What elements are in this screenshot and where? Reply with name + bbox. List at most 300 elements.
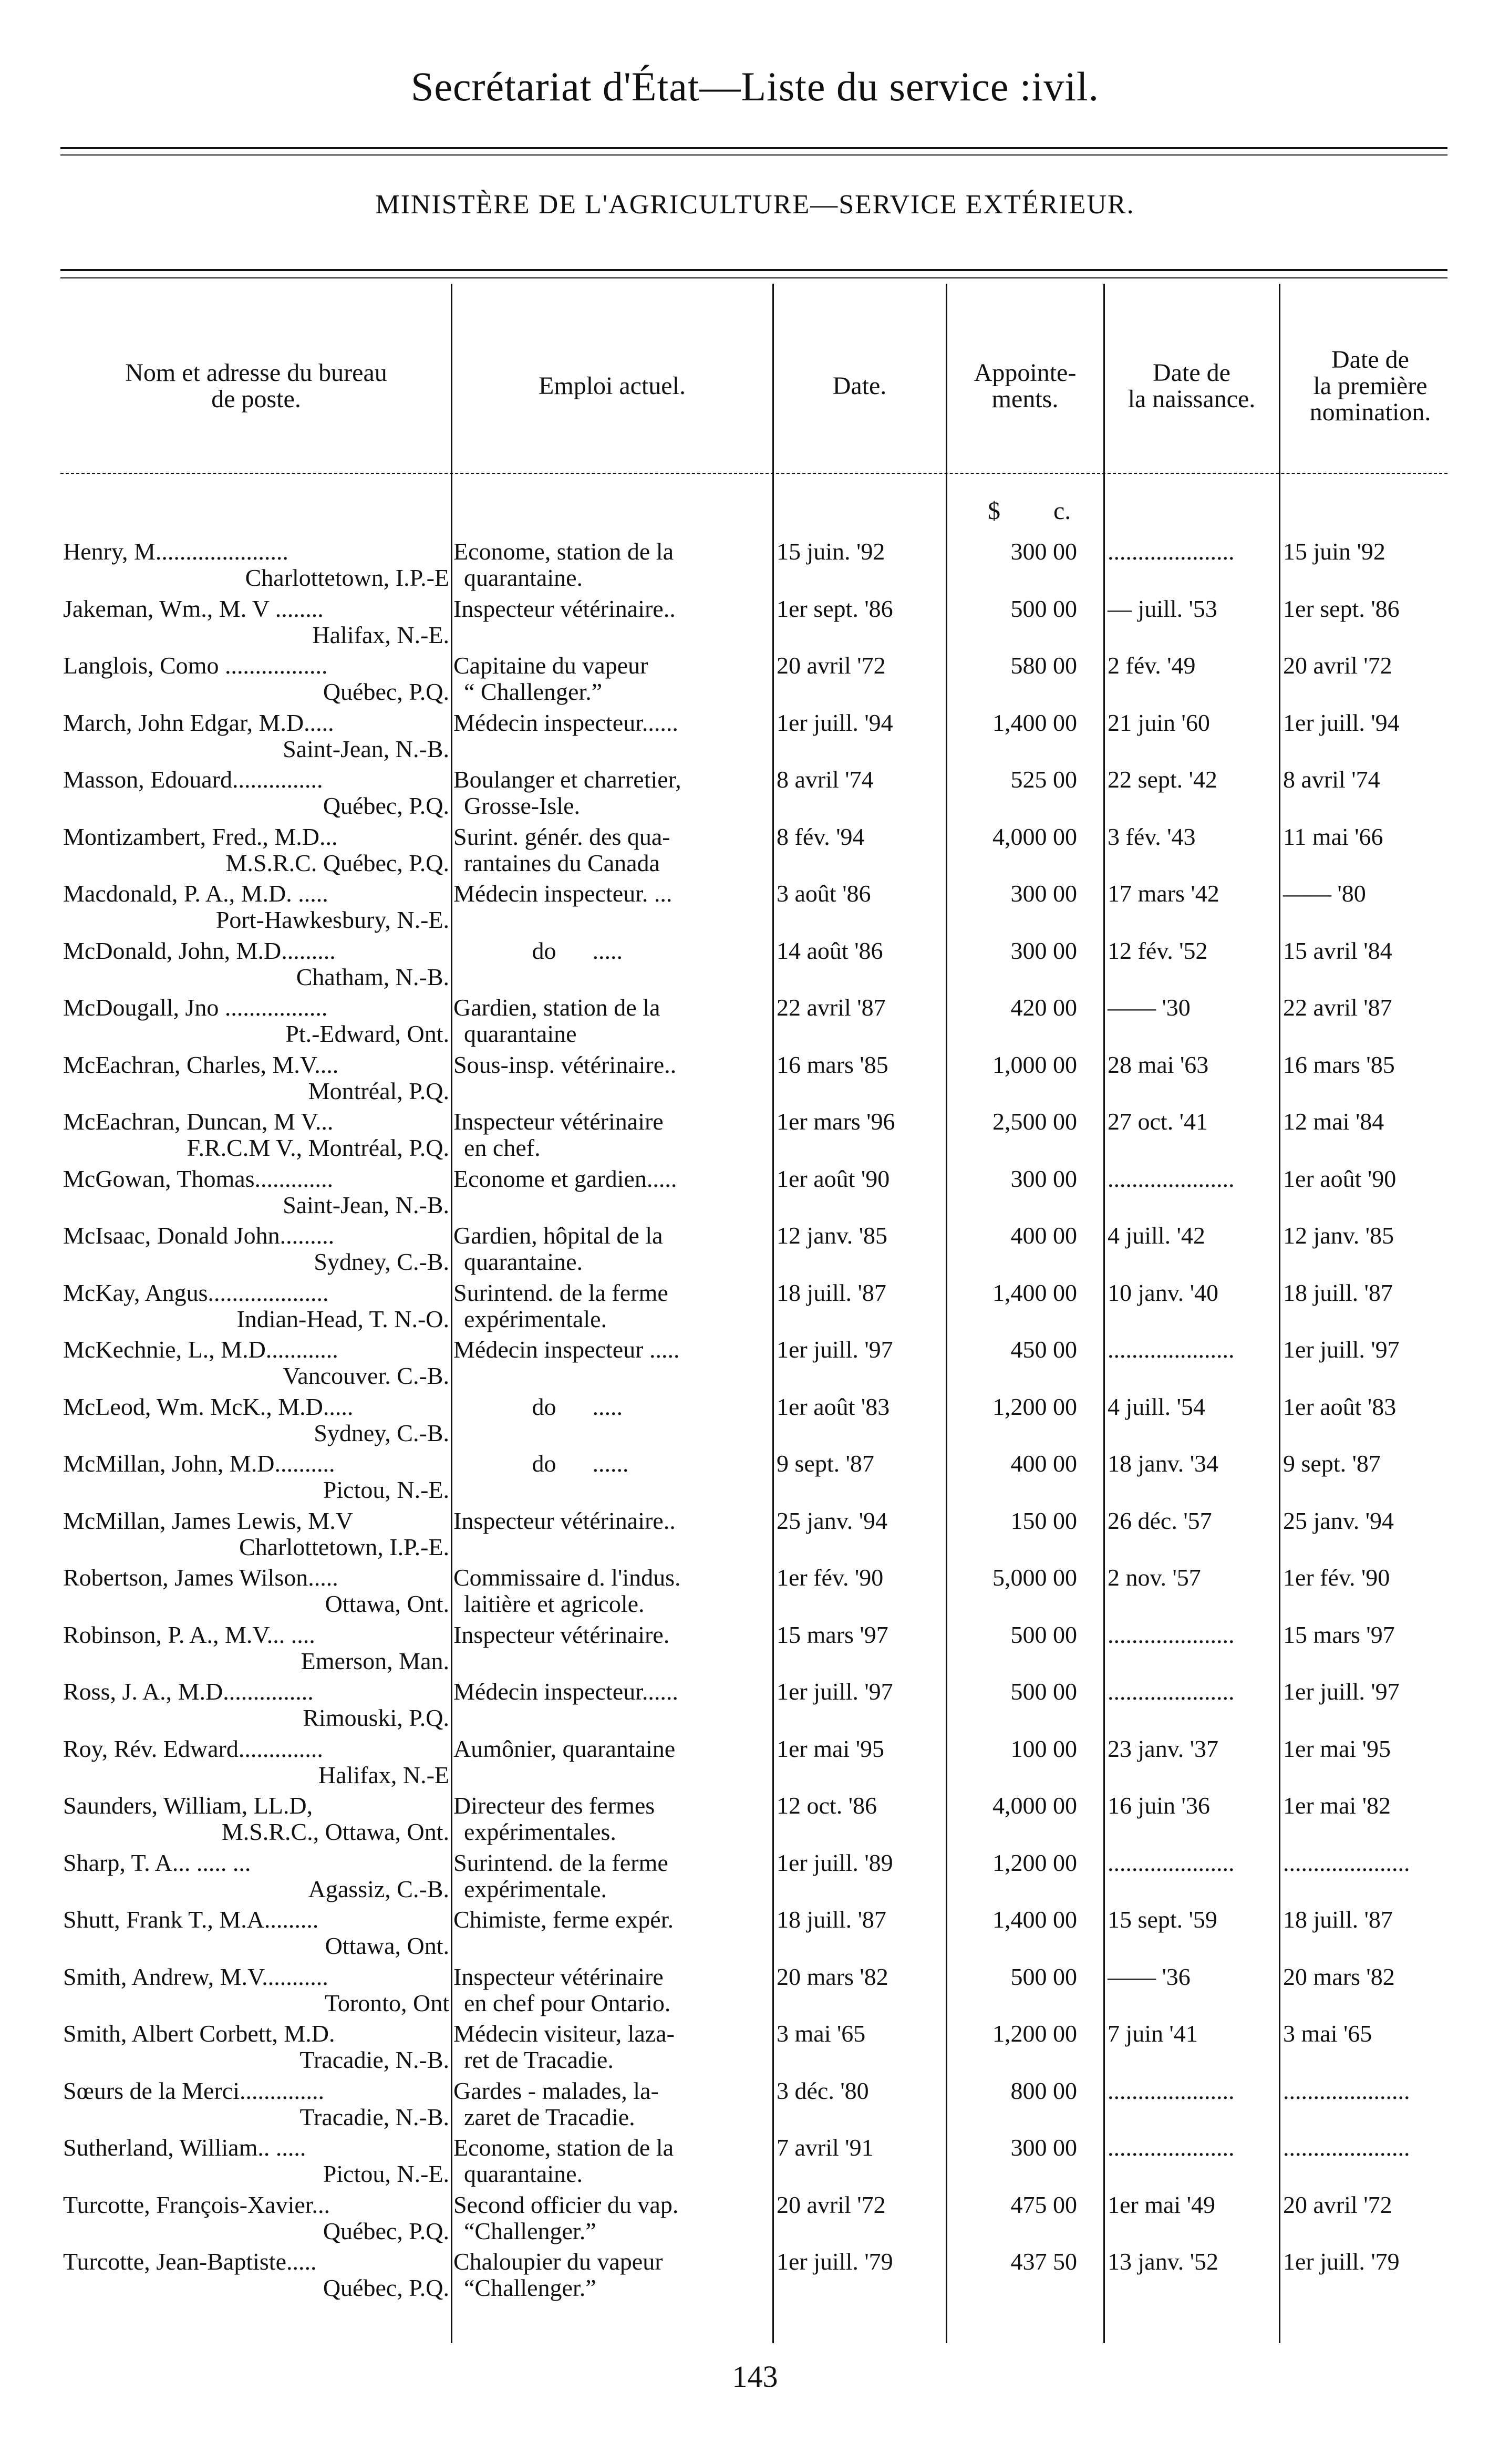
employee-name: Montizambert, Fred., M.D... — [63, 824, 338, 850]
employee-cell — [63, 1907, 449, 1961]
employee-name: McKay, Angus.................... — [63, 1280, 329, 1306]
position-line: “ Challenger.” — [464, 679, 603, 705]
position-line: Directeur des fermes — [453, 1793, 655, 1819]
employee-cell — [63, 539, 449, 593]
table-row — [0, 2021, 1510, 2075]
first-nomination-cell: 1er fév. '90 — [1283, 1564, 1390, 1591]
date-cell: 1er août '90 — [777, 1165, 890, 1192]
position-line: do ..... — [453, 938, 623, 964]
employee-cell — [63, 1679, 449, 1733]
header-line: Date de — [1331, 346, 1409, 374]
date-cell: 25 janv. '94 — [777, 1507, 887, 1534]
header-appointements — [948, 360, 1102, 412]
position-line: Inspecteur vétérinaire.. — [453, 1508, 676, 1534]
date-cell: 22 avril '87 — [777, 994, 886, 1021]
birth-date-cell: 15 sept. '59 — [1108, 1906, 1217, 1933]
header-emploi — [453, 373, 771, 399]
employee-name: Turcotte, Jean-Baptiste..... — [63, 2249, 317, 2275]
position-line: Surint. génér. des qua- — [453, 824, 670, 850]
position-line: quarantaine. — [464, 2161, 583, 2187]
employee-cell — [63, 1850, 449, 1904]
employee-name: Saunders, William, LL.D, — [63, 1793, 313, 1819]
position-line: Chimiste, ferme expér. — [453, 1907, 674, 1933]
date-cell: 1er juill. '79 — [777, 2248, 893, 2275]
table-row — [0, 2249, 1510, 2303]
employee-name: Turcotte, François-Xavier... — [63, 2192, 330, 2218]
employee-cell — [63, 1394, 449, 1448]
employee-name: Henry, M...................... — [63, 539, 288, 565]
salary-cell: 1,400 00 — [992, 1279, 1077, 1306]
employee-name: Ross, J. A., M.D............... — [63, 1679, 314, 1705]
salary-cell: 300 00 — [1010, 1165, 1077, 1192]
date-cell: 18 juill. '87 — [777, 1279, 886, 1306]
date-cell: 1er juill. '97 — [777, 1678, 893, 1705]
birth-date-cell: 18 janv. '34 — [1108, 1450, 1218, 1477]
post-office-address: Charlottetown, I.P.-E. — [239, 1534, 449, 1560]
birth-date-cell: 16 juin '36 — [1108, 1792, 1210, 1819]
employee-cell — [63, 1964, 449, 2018]
position-line: Capitaine du vapeur — [453, 653, 648, 679]
date-cell: 12 oct. '86 — [777, 1792, 877, 1819]
post-office-address: Tracadie, N.-B. — [299, 2104, 449, 2130]
date-cell: 1er mars '96 — [777, 1108, 895, 1135]
date-cell: 12 janv. '85 — [777, 1222, 887, 1249]
date-cell: 1er juill. '97 — [777, 1336, 893, 1363]
position-line: Chaloupier du vapeur — [453, 2249, 663, 2275]
employee-name: Langlois, Como ................. — [63, 653, 328, 679]
position-line: Surintend. de la ferme — [453, 1280, 668, 1306]
birth-date-cell: ..................... — [1108, 1849, 1235, 1876]
post-office-address: Sydney, C.-B. — [314, 1420, 449, 1446]
position-cell — [453, 1736, 769, 1790]
employee-cell — [63, 1508, 449, 1562]
date-cell: 9 sept. '87 — [777, 1450, 874, 1477]
employee-cell — [63, 767, 449, 821]
employee-name: McDougall, Jno ................. — [63, 995, 328, 1021]
position-line: Gardien, hôpital de la — [453, 1223, 663, 1249]
table-row — [0, 1793, 1510, 1847]
first-nomination-cell: ..................... — [1283, 2077, 1410, 2104]
position-line: Inspecteur vétérinaire — [453, 1964, 664, 1990]
position-cell — [453, 596, 769, 650]
position-cell — [453, 710, 769, 764]
position-line: en chef. — [464, 1135, 541, 1161]
employee-name: Sutherland, William.. ..... — [63, 2135, 306, 2161]
position-line: Grosse-Isle. — [464, 793, 580, 819]
header-date — [774, 373, 945, 399]
post-office-address: Saint-Jean, N.-B. — [283, 736, 449, 762]
employee-cell — [63, 1337, 449, 1391]
birth-date-cell: 22 sept. '42 — [1108, 766, 1217, 793]
date-cell: 1er mai '95 — [777, 1735, 885, 1762]
salary-cell: 450 00 — [1010, 1336, 1077, 1363]
post-office-address: Agassiz, C.-B. — [308, 1876, 449, 1902]
employee-name: Masson, Edouard............... — [63, 767, 323, 793]
position-line: “Challenger.” — [464, 2218, 596, 2244]
first-nomination-cell: 12 janv. '85 — [1283, 1222, 1394, 1249]
position-cell — [453, 1280, 769, 1334]
birth-date-cell: 13 janv. '52 — [1108, 2248, 1218, 2275]
post-office-address: Sydney, C.-B. — [314, 1248, 449, 1275]
first-nomination-cell: 22 avril '87 — [1283, 994, 1392, 1021]
date-cell: 1er juill. '94 — [777, 709, 893, 736]
post-office-address: Charlottetown, I.P.-E — [245, 564, 449, 591]
position-line: Inspecteur vétérinaire. — [453, 1622, 670, 1648]
position-cell — [453, 539, 769, 593]
position-line: Boulanger et charretier, — [453, 767, 681, 793]
header-line: la première — [1313, 372, 1428, 400]
position-line: Econome, station de la — [453, 2135, 674, 2161]
first-nomination-cell: 11 mai '66 — [1283, 823, 1383, 850]
salary-cell: 1,400 00 — [992, 709, 1077, 736]
table-row — [0, 767, 1510, 821]
position-line: Econome, station de la — [453, 539, 674, 565]
salary-cell: 4,000 00 — [992, 1792, 1077, 1819]
employee-name: McDonald, John, M.D......... — [63, 938, 336, 964]
birth-date-cell: ..................... — [1108, 2077, 1235, 2104]
salary-cell: 100 00 — [1010, 1735, 1077, 1762]
first-nomination-cell: 1er juill. '97 — [1283, 1678, 1400, 1705]
header-line: nomination. — [1309, 398, 1431, 426]
position-cell — [453, 1565, 769, 1619]
date-cell: 18 juill. '87 — [777, 1906, 886, 1933]
employee-cell — [63, 2078, 449, 2132]
title-rule-bottom — [60, 154, 1447, 156]
position-line: do ...... — [453, 1451, 629, 1477]
salary-cell: 1,000 00 — [992, 1051, 1077, 1078]
header-first-nomination — [1281, 347, 1460, 426]
table-row — [0, 1109, 1510, 1163]
table-row — [0, 2192, 1510, 2246]
employee-name: Robinson, P. A., M.V... .... — [63, 1622, 315, 1648]
first-nomination-cell: 1er août '83 — [1283, 1393, 1397, 1420]
position-cell — [453, 1508, 769, 1562]
birth-date-cell: 23 janv. '37 — [1108, 1735, 1218, 1762]
position-line: Commissaire d. l'indus. — [453, 1565, 681, 1591]
post-office-address: M.S.R.C. Québec, P.Q. — [225, 850, 449, 876]
first-nomination-cell: 1er juill. '79 — [1283, 2248, 1400, 2275]
post-office-address: Emerson, Man. — [301, 1648, 449, 1674]
first-nomination-cell: 3 mai '65 — [1283, 2020, 1372, 2047]
employee-cell — [63, 710, 449, 764]
table-row — [0, 1337, 1510, 1391]
birth-date-cell: 7 juin '41 — [1108, 2020, 1198, 2047]
table-row — [0, 1508, 1510, 1562]
post-office-address: Ottawa, Ont. — [325, 1590, 449, 1617]
table-row — [0, 1964, 1510, 2018]
employee-name: Macdonald, P. A., M.D. ..... — [63, 881, 328, 907]
salary-cell: 5,000 00 — [992, 1564, 1077, 1591]
birth-date-cell: 26 déc. '57 — [1108, 1507, 1212, 1534]
table-row — [0, 2078, 1510, 2132]
salary-cell: 300 00 — [1010, 2134, 1077, 2161]
first-nomination-cell: 20 avril '72 — [1283, 652, 1392, 679]
post-office-address: Québec, P.Q. — [323, 678, 449, 705]
position-cell — [453, 1622, 769, 1676]
table-row — [0, 1850, 1510, 1904]
date-cell: 1er juill. '89 — [777, 1849, 893, 1876]
post-office-address: Saint-Jean, N.-B. — [283, 1192, 449, 1218]
position-line: Aumônier, quarantaine — [453, 1736, 676, 1762]
employee-cell — [63, 881, 449, 935]
header-name-address — [63, 360, 449, 412]
employee-name: Sharp, T. A... ..... ... — [63, 1850, 251, 1876]
salary-cell: 500 00 — [1010, 1621, 1077, 1648]
employee-name: McIsaac, Donald John......... — [63, 1223, 335, 1249]
first-nomination-cell: ..................... — [1283, 2134, 1410, 2161]
employee-cell — [63, 1109, 449, 1163]
header-line: Appointe- — [974, 359, 1077, 387]
salary-cell: 300 00 — [1010, 937, 1077, 964]
employee-cell — [63, 2021, 449, 2075]
salary-cell: 437 50 — [1010, 2248, 1077, 2275]
post-office-address: M.S.R.C., Ottawa, Ont. — [221, 1818, 449, 1845]
salary-cell: 580 00 — [1010, 652, 1077, 679]
post-office-address: F.R.C.M V., Montréal, P.Q. — [187, 1134, 449, 1161]
position-line: en chef pour Ontario. — [464, 1990, 671, 2016]
position-line: Gardes - malades, la- — [453, 2078, 659, 2104]
page-number: 143 — [732, 2359, 778, 2394]
table-rule-top-thin — [60, 277, 1447, 278]
post-office-address: Port-Hawkesbury, N.-E. — [215, 906, 449, 933]
first-nomination-cell: 1er mai '95 — [1283, 1735, 1391, 1762]
birth-date-cell: 3 fév. '43 — [1108, 823, 1196, 850]
birth-date-cell: 28 mai '63 — [1108, 1051, 1209, 1078]
position-cell — [453, 1052, 769, 1106]
position-cell — [453, 995, 769, 1049]
employee-name: McMillan, John, M.D.......... — [63, 1451, 335, 1477]
employee-cell — [63, 1280, 449, 1334]
first-nomination-cell: 1er juill. '94 — [1283, 709, 1400, 736]
employee-name: McEachran, Charles, M.V.... — [63, 1052, 339, 1078]
salary-cell: 400 00 — [1010, 1450, 1077, 1477]
table-row — [0, 1679, 1510, 1733]
birth-date-cell: 1er mai '49 — [1108, 2191, 1216, 2218]
table-row — [0, 881, 1510, 935]
date-cell: 20 mars '82 — [777, 1963, 888, 1990]
post-office-address: Pt.-Edward, Ont. — [285, 1020, 449, 1047]
table-row — [0, 824, 1510, 878]
currency-cents: c. — [1053, 497, 1071, 525]
first-nomination-cell: 15 juin '92 — [1283, 538, 1385, 565]
birth-date-cell: ..................... — [1108, 1336, 1235, 1363]
employee-cell — [63, 1223, 449, 1277]
birth-date-cell: — juill. '53 — [1108, 595, 1217, 622]
first-nomination-cell: 16 mars '85 — [1283, 1051, 1395, 1078]
employee-name: Shutt, Frank T., M.A......... — [63, 1907, 319, 1933]
table-row — [0, 1223, 1510, 1277]
position-cell — [453, 824, 769, 878]
salary-cell: 300 00 — [1010, 880, 1077, 907]
header-line: Emploi actuel. — [539, 372, 686, 400]
post-office-address: Toronto, Ont — [325, 1990, 449, 2016]
date-cell: 3 déc. '80 — [777, 2077, 869, 2104]
position-cell — [453, 1907, 769, 1961]
header-line: Nom et adresse du bureau — [125, 359, 387, 387]
employee-cell — [63, 1793, 449, 1847]
post-office-address: Pictou, N.-E. — [323, 2160, 449, 2187]
employee-name: Smith, Andrew, M.V........... — [63, 1964, 328, 1990]
position-line: Gardien, station de la — [453, 995, 660, 1021]
first-nomination-cell: 15 mars '97 — [1283, 1621, 1395, 1648]
header-line: Date de — [1153, 359, 1230, 387]
date-cell: 20 avril '72 — [777, 2191, 886, 2218]
table-row — [0, 653, 1510, 707]
employee-cell — [63, 995, 449, 1049]
position-line: ret de Tracadie. — [464, 2047, 614, 2073]
salary-cell: 2,500 00 — [992, 1108, 1077, 1135]
position-line: laitière et agricole. — [464, 1591, 645, 1617]
table-row — [0, 1736, 1510, 1790]
table-row — [0, 1280, 1510, 1334]
header-line: ments. — [991, 385, 1059, 413]
position-cell — [453, 1679, 769, 1733]
salary-cell: 4,000 00 — [992, 823, 1077, 850]
position-line: quarantaine. — [464, 1249, 583, 1275]
currency-dollar: $ — [988, 497, 1000, 525]
employee-cell — [63, 1622, 449, 1676]
date-cell: 8 fév. '94 — [777, 823, 865, 850]
position-line: Inspecteur vétérinaire — [453, 1109, 664, 1135]
first-nomination-cell: 1er mai '82 — [1283, 1792, 1391, 1819]
header-line: de poste. — [211, 385, 301, 413]
header-line: Date. — [832, 372, 887, 400]
date-cell: 1er fév. '90 — [777, 1564, 884, 1591]
position-line: Médecin visiteur, laza- — [453, 2021, 675, 2047]
page-title: Secrétariat d'État—Liste du service :ivil. — [410, 64, 1100, 109]
birth-date-cell: ..................... — [1108, 1165, 1235, 1192]
first-nomination-cell: 18 juill. '87 — [1283, 1279, 1393, 1306]
position-line: do ..... — [453, 1394, 623, 1420]
position-line: expérimentales. — [464, 1819, 616, 1845]
employee-name: McLeod, Wm. McK., M.D..... — [63, 1394, 354, 1420]
employee-name: Sœurs de la Merci.............. — [63, 2078, 324, 2104]
employee-name: McMillan, James Lewis, M.V — [63, 1508, 353, 1534]
birth-date-cell: —— '30 — [1108, 994, 1191, 1021]
post-office-address: Tracadie, N.-B. — [299, 2046, 449, 2073]
salary-cell: 500 00 — [1010, 1678, 1077, 1705]
position-line: expérimentale. — [464, 1876, 607, 1902]
header-rule — [60, 473, 1447, 474]
position-line: Inspecteur vétérinaire.. — [453, 596, 676, 622]
salary-cell: 1,200 00 — [992, 1393, 1077, 1420]
first-nomination-cell: 20 mars '82 — [1283, 1963, 1395, 1990]
first-nomination-cell: 20 avril '72 — [1283, 2191, 1392, 2218]
table-rule-top — [60, 269, 1447, 271]
position-line: rantaines du Canada — [464, 850, 660, 876]
birth-date-cell: ..................... — [1108, 538, 1235, 565]
title-rule-top — [60, 147, 1447, 149]
date-cell: 1er sept. '86 — [777, 595, 893, 622]
salary-cell: 525 00 — [1010, 766, 1077, 793]
table-row — [0, 995, 1510, 1049]
date-cell: 7 avril '91 — [777, 2134, 874, 2161]
table-row — [0, 1565, 1510, 1619]
birth-date-cell: ..................... — [1108, 1621, 1235, 1648]
position-line: Médecin inspecteur...... — [453, 1679, 678, 1705]
position-line: quarantaine — [464, 1021, 577, 1047]
employee-cell — [63, 2135, 449, 2189]
date-cell: 1er août '83 — [777, 1393, 890, 1420]
birth-date-cell: —— '36 — [1108, 1963, 1191, 1990]
position-cell — [453, 2249, 769, 2303]
post-office-address: Pictou, N.-E. — [323, 1476, 449, 1503]
birth-date-cell: 2 nov. '57 — [1108, 1564, 1201, 1591]
table-row — [0, 1451, 1510, 1505]
position-cell — [453, 938, 769, 992]
birth-date-cell: 4 juill. '42 — [1108, 1222, 1205, 1249]
position-cell — [453, 1223, 769, 1277]
salary-cell: 1,200 00 — [992, 2020, 1077, 2047]
employee-name: Robertson, James Wilson..... — [63, 1565, 338, 1591]
table-row — [0, 1394, 1510, 1448]
salary-cell: 400 00 — [1010, 1222, 1077, 1249]
table-row — [0, 1052, 1510, 1106]
birth-date-cell: ..................... — [1108, 2134, 1235, 2161]
table-row — [0, 1622, 1510, 1676]
post-office-address: Québec, P.Q. — [323, 2218, 449, 2244]
employee-cell — [63, 1052, 449, 1106]
employee-cell — [63, 2192, 449, 2246]
employee-cell — [63, 653, 449, 707]
position-cell — [453, 1964, 769, 2018]
position-cell — [453, 1394, 769, 1448]
table-row — [0, 2135, 1510, 2189]
birth-date-cell: 10 janv. '40 — [1108, 1279, 1218, 1306]
date-cell: 3 août '86 — [777, 880, 871, 907]
date-cell: 8 avril '74 — [777, 766, 874, 793]
salary-cell: 150 00 — [1010, 1507, 1077, 1534]
employee-name: McKechnie, L., M.D............ — [63, 1337, 338, 1363]
salary-cell: 475 00 — [1010, 2191, 1077, 2218]
position-cell — [453, 2192, 769, 2246]
first-nomination-cell: —— '80 — [1283, 880, 1366, 907]
date-cell: 16 mars '85 — [777, 1051, 888, 1078]
birth-date-cell: 27 oct. '41 — [1108, 1108, 1208, 1135]
first-nomination-cell: 18 juill. '87 — [1283, 1906, 1393, 1933]
post-office-address: Québec, P.Q. — [323, 792, 449, 819]
first-nomination-cell: 1er sept. '86 — [1283, 595, 1400, 622]
position-cell — [453, 1109, 769, 1163]
employee-name: Jakeman, Wm., M. V ........ — [63, 596, 324, 622]
employee-cell — [63, 824, 449, 878]
post-office-address: Québec, P.Q. — [323, 2274, 449, 2301]
position-cell — [453, 1166, 769, 1220]
salary-cell: 420 00 — [1010, 994, 1077, 1021]
post-office-address: Chatham, N.-B. — [296, 964, 449, 990]
position-line: expérimentale. — [464, 1306, 607, 1332]
post-office-address: Montréal, P.Q. — [308, 1078, 449, 1104]
birth-date-cell: ..................... — [1108, 1678, 1235, 1705]
position-line: Médecin inspecteur. ... — [453, 881, 673, 907]
first-nomination-cell: 25 janv. '94 — [1283, 1507, 1394, 1534]
table-row — [0, 596, 1510, 650]
salary-cell: 1,200 00 — [992, 1849, 1077, 1876]
salary-cell: 500 00 — [1010, 595, 1077, 622]
post-office-address: Halifax, N.-E. — [312, 622, 449, 648]
table-row — [0, 539, 1510, 593]
position-line: quarantaine. — [464, 565, 583, 591]
date-cell: 14 août '86 — [777, 937, 883, 964]
position-cell — [453, 653, 769, 707]
table-row — [0, 1907, 1510, 1961]
header-line: la naissance. — [1128, 385, 1256, 413]
position-line: Médecin inspecteur ..... — [453, 1337, 680, 1363]
employee-name: March, John Edgar, M.D..... — [63, 710, 334, 736]
first-nomination-cell: 1er août '90 — [1283, 1165, 1397, 1192]
position-cell — [453, 767, 769, 821]
position-cell — [453, 881, 769, 935]
